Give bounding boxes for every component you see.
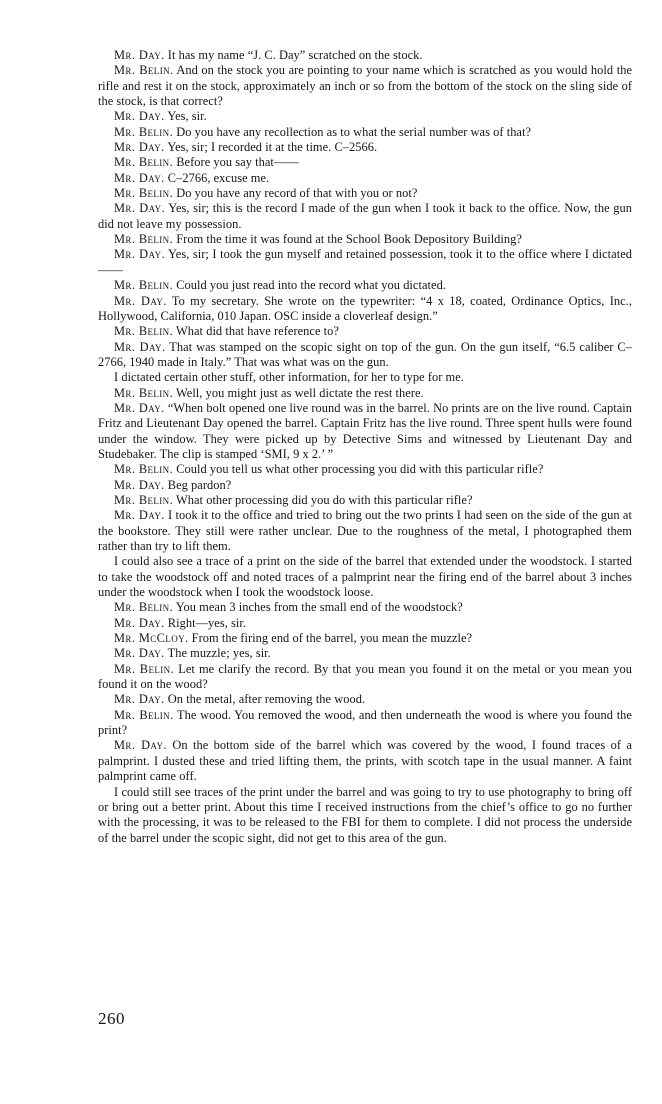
testimony-paragraph bbox=[98, 616, 632, 631]
speaker-name: Mr. Day. bbox=[114, 339, 166, 354]
speaker-name: Mr. McCloy. bbox=[114, 631, 189, 646]
paragraph-text: Let me clarify the record. By that you mean you found it on the metal or you mean you found it on the wood? bbox=[98, 661, 632, 692]
testimony-paragraph bbox=[98, 155, 632, 170]
paragraph-text: From the time it was found at the School Book Depository Building? bbox=[176, 232, 522, 247]
paragraph-text: I could still see traces of the print under the barrel and was going to try to use photography to bring off or bring out a better print. About this time I received instructions from the chief’s office to go no further with the processing, it was to be released to the FBI for them to complete. I did not process the underside of the barrel under the scopic sight, did not get to this area of the gun. bbox=[98, 784, 632, 845]
testimony-paragraph bbox=[98, 125, 632, 140]
speaker-name: Mr. Belin. bbox=[114, 63, 174, 78]
paragraph-text: What other processing did you do with this particular rifle? bbox=[176, 492, 473, 507]
paragraph-text: Right—yes, sir. bbox=[167, 615, 246, 630]
paragraph-text: To my secretary. She wrote on the typewriter: “4 x 18, coated, Ordinance Optics, Inc., Hollywood, California, 010 Japan. OSC inside a cloverleaf design.” bbox=[98, 293, 632, 323]
speaker-name: Mr. Day. bbox=[114, 692, 165, 707]
testimony-paragraph bbox=[98, 324, 632, 339]
paragraph-text: What did that have reference to? bbox=[176, 324, 339, 339]
speaker-name: Mr. Day. bbox=[114, 615, 165, 630]
paragraph-text: The muzzle; yes, sir. bbox=[167, 646, 271, 661]
speaker-name: Mr. Day. bbox=[114, 201, 166, 216]
speaker-name: Mr. Day. bbox=[114, 247, 165, 262]
speaker-name: Mr. Belin. bbox=[114, 462, 174, 477]
paragraph-text: Yes, sir; I took the gun myself and retained possession, took it to the office where I dictated—— bbox=[98, 247, 632, 277]
speaker-name: Mr. Belin. bbox=[114, 186, 174, 201]
testimony-paragraph bbox=[98, 785, 632, 846]
testimony-paragraph bbox=[98, 232, 632, 247]
speaker-name: Mr. Belin. bbox=[114, 324, 174, 339]
speaker-name: Mr. Day. bbox=[114, 646, 165, 661]
speaker-name: Mr. Belin. bbox=[114, 155, 174, 170]
paragraph-text: Yes, sir; this is the record I made of the gun when I took it back to the office. Now, the gun did not leave my possession. bbox=[98, 201, 633, 231]
testimony-paragraph bbox=[98, 493, 632, 508]
testimony-paragraph bbox=[98, 370, 632, 385]
paragraph-text: It has my name “J. C. Day” scratched on the stock. bbox=[167, 48, 423, 62]
testimony-paragraph bbox=[98, 63, 632, 109]
testimony-paragraph bbox=[98, 692, 632, 707]
speaker-name: Mr. Belin. bbox=[114, 707, 174, 722]
page-number: 260 bbox=[98, 1009, 125, 1028]
speaker-name: Mr. Day. bbox=[114, 48, 165, 62]
paragraph-text: Before you say that—— bbox=[176, 155, 299, 170]
paragraph-text: C–2766, excuse me. bbox=[167, 170, 270, 185]
paragraph-text: I dictated certain other stuff, other information, for her to type for me. bbox=[114, 370, 464, 385]
paragraph-text: Yes, sir; I recorded it at the time. C–2566. bbox=[167, 140, 378, 155]
speaker-name: Mr. Belin. bbox=[114, 600, 174, 615]
paragraph-text: Yes, sir. bbox=[167, 109, 207, 124]
speaker-name: Mr. Day. bbox=[114, 109, 165, 124]
testimony-paragraph bbox=[98, 708, 632, 739]
testimony-paragraph bbox=[98, 508, 632, 554]
testimony-paragraph bbox=[98, 478, 632, 493]
speaker-name: Mr. Day. bbox=[114, 170, 165, 185]
testimony-paragraph bbox=[98, 401, 632, 462]
testimony-paragraph bbox=[98, 294, 632, 325]
paragraph-text: Well, you might just as well dictate the rest there. bbox=[176, 385, 424, 400]
paragraph-text: The wood. You removed the wood, and then underneath the wood is where you found the print? bbox=[98, 707, 632, 738]
testimony-paragraph bbox=[98, 340, 632, 371]
speaker-name: Mr. Belin. bbox=[114, 492, 174, 507]
speaker-name: Mr. Day. bbox=[114, 508, 165, 523]
testimony-paragraph bbox=[98, 462, 632, 477]
paragraph-text: That was stamped on the scopic sight on top of the gun. On the gun itself, “6.5 caliber C–2766, 1940 made in Italy.” That was what was on the gun. bbox=[98, 339, 632, 369]
speaker-name: Mr. Belin. bbox=[114, 232, 174, 247]
paragraph-text: “When bolt opened one live round was in the barrel. No prints are on the live round. Captain Fritz and Lieutenant Day opened the barrel. Captain Fritz has the live round. Three spent hulls were found under the window. They were picked up by Detective Sims and witnessed by Lieutenant Day and Studebaker. The clip is stamped ‘SMI, 9 x 2.’ ” bbox=[98, 400, 632, 461]
speaker-name: Mr. Belin. bbox=[114, 661, 175, 676]
paragraph-text: Could you just read into the record what you dictated. bbox=[176, 278, 446, 293]
testimony-paragraph bbox=[98, 554, 632, 600]
paragraph-text: I could also see a trace of a print on the side of the barrel that extended under the woodstock. I started to take the woodstock off and noted traces of a palmprint near the firing end of the barrel about 3 inches under the woodstock when I took the woodstock loose. bbox=[98, 554, 632, 600]
paragraph-text: Could you tell us what other processing you did with this particular rifle? bbox=[176, 462, 544, 477]
testimony-paragraph bbox=[98, 247, 632, 278]
testimony-paragraph bbox=[98, 171, 632, 186]
speaker-name: Mr. Day. bbox=[114, 477, 165, 492]
speaker-name: Mr. Belin. bbox=[114, 385, 174, 400]
testimony-paragraph bbox=[98, 186, 632, 201]
testimony-paragraph bbox=[98, 278, 632, 293]
testimony-paragraph bbox=[98, 600, 632, 615]
speaker-name: Mr. Day. bbox=[114, 400, 165, 415]
testimony-paragraph bbox=[98, 48, 632, 63]
paragraph-text: You mean 3 inches from the small end of the woodstock? bbox=[175, 600, 463, 615]
testimony-paragraph bbox=[98, 386, 632, 401]
speaker-name: Mr. Day. bbox=[114, 738, 167, 753]
paragraph-text: I took it to the office and tried to bring out the two prints I had seen on the side of the gun at the bookstore. They still were rather unclear. Due to the roughness of the metal, I photographed them rather than try to lift them. bbox=[98, 508, 632, 553]
speaker-name: Mr. Day. bbox=[114, 293, 167, 308]
testimony-text bbox=[98, 48, 632, 846]
testimony-paragraph bbox=[98, 140, 632, 155]
testimony-paragraph bbox=[98, 646, 632, 661]
testimony-paragraph bbox=[98, 631, 632, 646]
paragraph-text: And on the stock you are pointing to your name which is scratched as you would hold the rifle and rest it on the stock, approximately an inch or so from the bottom of the stock on the sling side of the stock, is that correct? bbox=[98, 63, 632, 109]
paragraph-text: Do you have any recollection as to what the serial number was of that? bbox=[176, 124, 532, 139]
paragraph-text: From the firing end of the barrel, you mean the muzzle? bbox=[191, 631, 473, 646]
testimony-paragraph bbox=[98, 109, 632, 124]
testimony-paragraph bbox=[98, 662, 632, 693]
testimony-paragraph bbox=[98, 738, 632, 784]
paragraph-text: On the metal, after removing the wood. bbox=[167, 692, 366, 707]
speaker-name: Mr. Day. bbox=[114, 140, 165, 155]
speaker-name: Mr. Belin. bbox=[114, 278, 174, 293]
testimony-paragraph bbox=[98, 201, 632, 232]
paragraph-text: Beg pardon? bbox=[167, 477, 232, 492]
paragraph-text: Do you have any record of that with you or not? bbox=[176, 186, 418, 201]
speaker-name: Mr. Belin. bbox=[114, 124, 174, 139]
paragraph-text: On the bottom side of the barrel which was covered by the wood, I found traces of a palmprint. I dusted these and tried lifting them, the prints, with scotch tape in the usual manner. A faint palmprint came off. bbox=[98, 738, 633, 784]
